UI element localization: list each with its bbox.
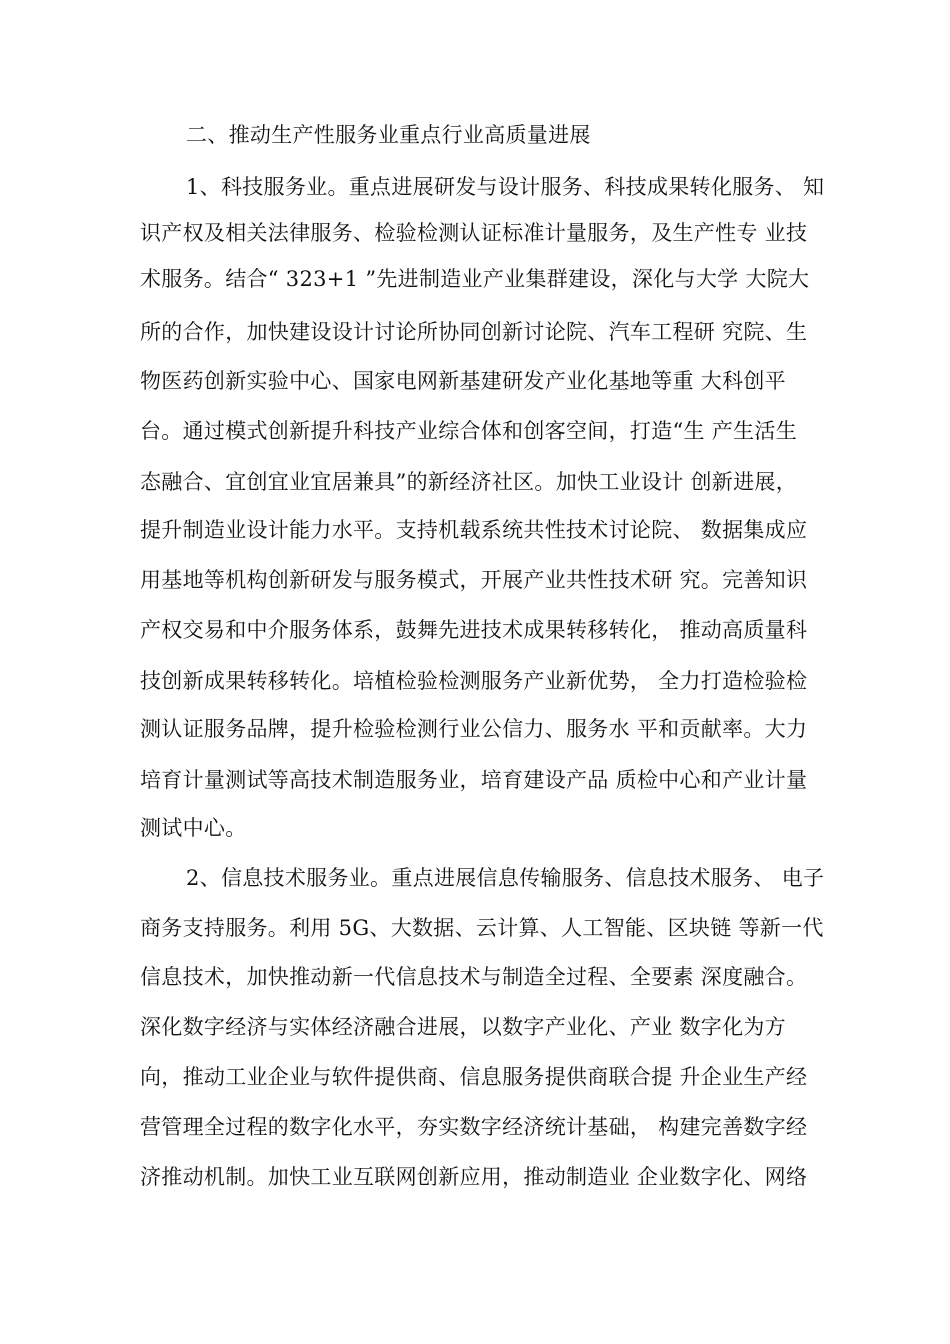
paragraph-line: 向，推动工业企业与软件提供商、信息服务提供商联合提 升企业生产经: [140, 1065, 808, 1089]
paragraph-line: 台。通过模式创新提升科技产业综合体和创客空间，打造“生 产生活生: [140, 419, 798, 443]
paragraph-line: 技创新成果转移转化。培植检验检测服务产业新优势， 全力打造检验检: [140, 669, 808, 693]
paragraph-line: 态融合、宜创宜业宜居兼具”的新经济社区。加快工业设计 创新进展，: [140, 470, 798, 494]
paragraph-line: 产权交易和中介服务体系，鼓舞先进技术成果转移转化， 推动高质量科: [140, 618, 808, 642]
paragraph-line: 营管理全过程的数字化水平，夯实数字经济统计基础， 构建完善数字经: [140, 1115, 808, 1139]
paragraph-line: 测认证服务品牌，提升检验检测行业公信力、服务水 平和贡献率。大力: [140, 717, 808, 741]
paragraph-line: 培育计量测试等高技术制造服务业，培育建设产品 质检中心和产业计量: [140, 768, 808, 792]
paragraph-line: 2、信息技术服务业。重点进展信息传输服务、信息技术服务、 电子: [186, 866, 825, 890]
paragraph-line: 术服务。结合“ 323+1 ”先进制造业产业集群建设，深化与大学 大院大: [140, 267, 810, 291]
paragraph-line: 测试中心。: [140, 816, 247, 840]
paragraph-line: 商务支持服务。利用 5G、大数据、云计算、人工智能、区块链 等新一代: [140, 916, 824, 940]
paragraph-line: 识产权及相关法律服务、检验检测认证标准计量服务，及生产性专 业技: [140, 221, 808, 245]
paragraph-line: 深化数字经济与实体经济融合进展，以数字产业化、产业 数字化为方: [140, 1015, 786, 1039]
paragraph-line: 用基地等机构创新研发与服务模式，开展产业共性技术研 究。完善知识: [140, 568, 808, 592]
section-heading: 二、推动生产性服务业重点行业高质量进展: [186, 123, 591, 147]
paragraph-line: 物医药创新实验中心、国家电网新基建研发产业化基地等重 大科创平: [140, 369, 786, 393]
paragraph-line: 所的合作，加快建设设计讨论所协同创新讨论院、汽车工程研 究院、生: [140, 320, 808, 344]
paragraph-line: 1、科技服务业。重点进展研发与设计服务、科技成果转化服务、 知: [186, 175, 825, 199]
paragraph-line: 提升制造业设计能力水平。支持机载系统共性技术讨论院、 数据集成应: [140, 518, 808, 542]
paragraph-line: 济推动机制。加快工业互联网创新应用，推动制造业 企业数字化、网络: [140, 1165, 808, 1189]
paragraph-line: 信息技术，加快推动新一代信息技术与制造全过程、全要素 深度融合。: [140, 965, 808, 989]
